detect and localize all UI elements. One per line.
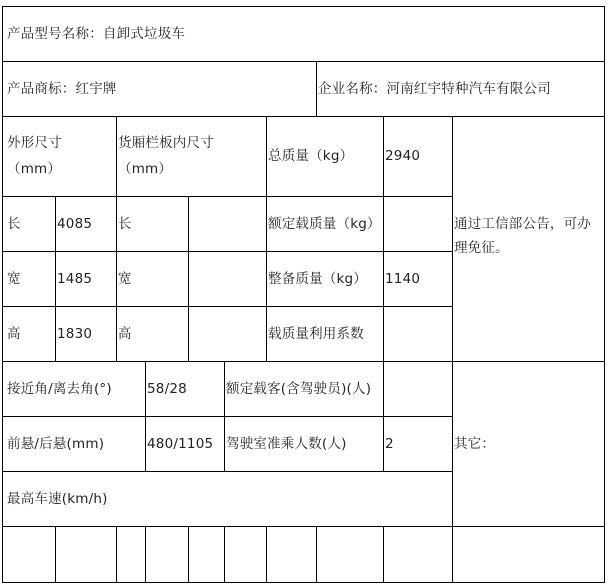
col-divider [383,361,384,472]
col-divider [316,61,317,117]
col-divider [383,116,384,362]
length-value: 4085 [57,216,93,232]
col-divider [266,116,267,362]
outer-dim-title: 外形尺寸 [7,135,62,151]
empty-cell-divider [316,526,317,583]
cargo-length-label: 长 [118,216,132,232]
cargo-height-label: 高 [118,326,132,342]
overhang-value: 480/1105 [147,436,214,452]
col-divider [116,116,117,362]
empty-cell-divider [116,526,117,583]
company-cell: 企业名称：河南红宇特种汽车有限公司 [318,81,551,97]
empty-cell-divider [224,526,225,583]
width-label: 宽 [7,271,21,287]
cargo-width-label: 宽 [118,271,132,287]
cargo-dim-title: 货厢栏板内尺寸 [118,135,214,151]
cargo-dim-unit: （mm） [118,161,173,177]
col-divider [452,116,453,583]
overhang-label: 前悬/后悬(mm) [7,436,105,452]
notice-text: 通过工信部公告，可办理免征。 [454,216,591,256]
row-divider [2,61,605,62]
width-value: 1485 [57,271,93,287]
cab-capacity-value: 2 [385,436,394,452]
empty-cell-divider [266,526,267,583]
row-divider [2,471,452,472]
row-divider [2,306,452,307]
col-divider [55,196,56,362]
empty-cell-divider [145,526,146,583]
row-divider [2,361,605,362]
outer-dim-unit: （mm） [7,161,62,177]
total-mass-value: 2940 [385,148,421,164]
total-mass-label: 总质量（kg） [268,148,354,164]
row-divider [2,116,605,117]
row-divider [2,196,452,197]
row-divider [2,251,452,252]
load-coef-label: 载质量利用系数 [268,326,364,342]
brand-cell: 产品商标：红宇牌 [7,81,117,97]
col-divider [188,196,189,362]
col-divider [224,361,225,472]
table-border-right [604,6,605,583]
table-border-top [2,6,605,7]
cab-capacity-label: 驾驶室准乘人数(人) [226,436,347,452]
row-divider [2,526,605,527]
height-value: 1830 [57,326,93,342]
col-divider [145,361,146,472]
empty-cell-divider [55,526,56,583]
height-label: 高 [7,326,21,342]
rated-passenger-label: 额定载客(含驾驶员)(人) [226,381,372,397]
empty-cell-divider [188,526,189,583]
table-border-bottom [2,582,605,583]
length-label: 长 [7,216,21,232]
angle-value: 58/28 [147,381,187,397]
other-label: 其它： [454,436,496,452]
curb-mass-value: 1140 [385,271,421,287]
angle-label: 接近角/离去角(°) [7,381,112,397]
empty-cell-divider [383,526,384,583]
rated-load-label: 额定载质量（kg） [268,216,381,232]
row-divider [2,416,452,417]
curb-mass-label: 整备质量（kg） [268,271,367,287]
table-border-left [2,6,3,583]
max-speed-label: 最高车速(km/h) [7,491,108,507]
product-name-cell: 产品型号名称：自卸式垃圾车 [7,26,186,42]
